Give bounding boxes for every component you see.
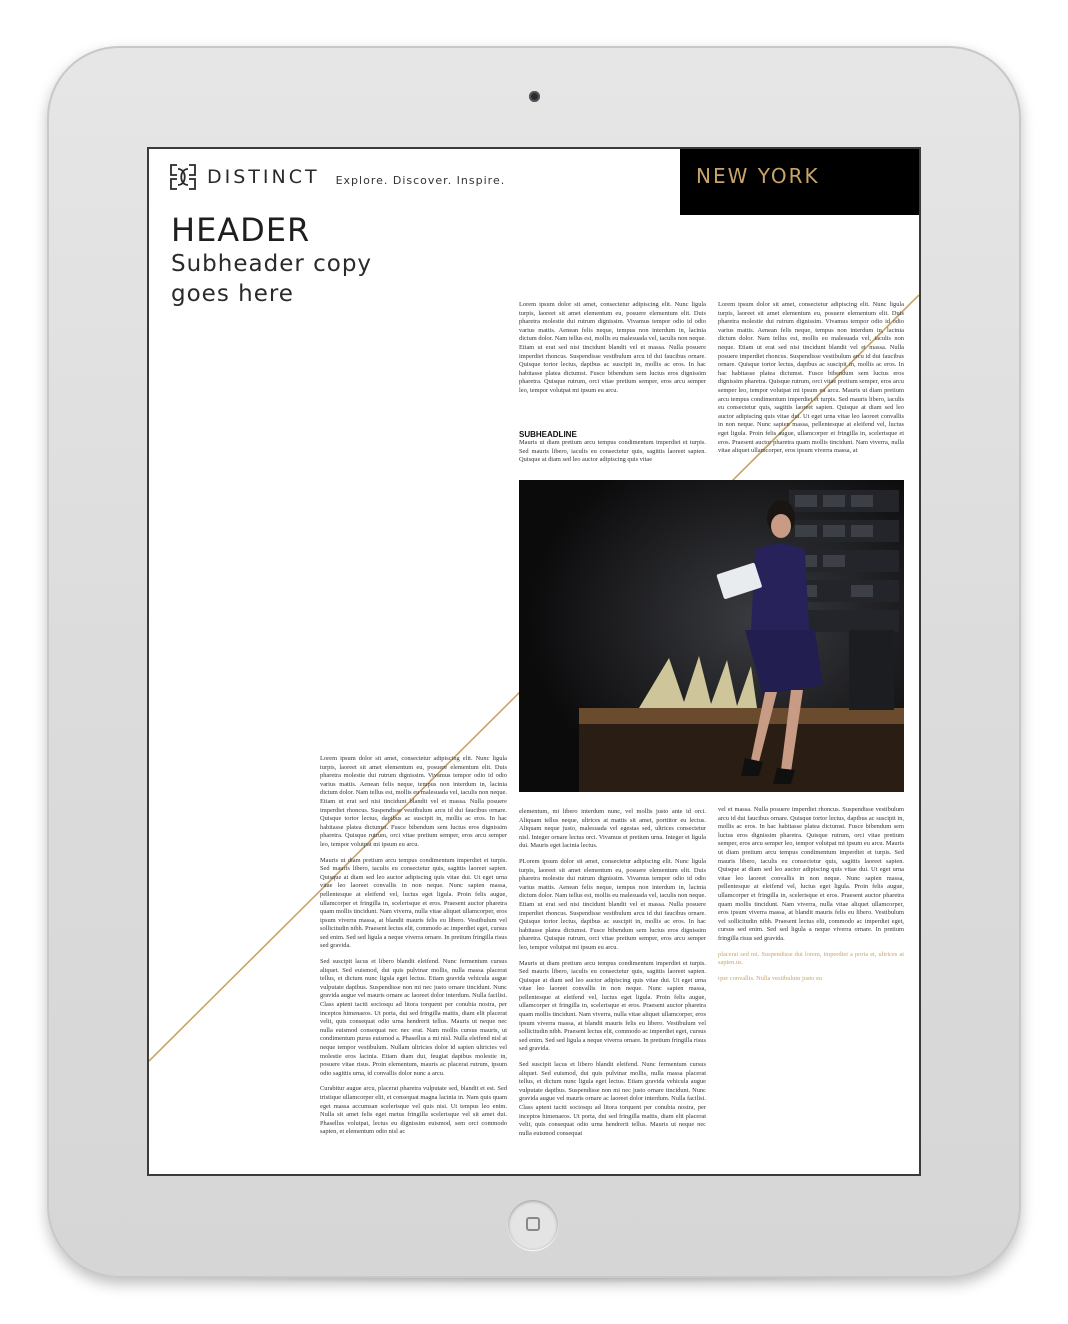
paragraph: Mauris ut diam pretium arcu tempus condimentum imperdiet et turpis. Sed mauris libero, iaculis eu consectetur quis, sagittis laoreet sapien. Quisque at diam sed leo auctor adipiscing quis vitae (519, 439, 706, 464)
paragraph: Sed suscipit lacus et libero blandit eleifend. Nunc fermentum cursus aliquet. Sed euismod, dui quis pulvinar mollis, nulla massa placerat tellus, et dictum nunc ligula eget lectus. Etiam gravida vehicula augue vulputate dapibus. Suspendisse non mi nec justo ornare tincidunt. Nunc gravida augue vel mauris ornare ac laoreet dolor interdum. Nulla facilisi. Class aptent taciti sociosqu ad litora torquent per conubia nostra, per inceptos himenaeos. Ut porta, dui sed fringilla mattis, diam elit placerat velit, quis consequat odio urna hendrerit tellus. Mauris ut neque nec nulla euismod consequat nec nec erat. Nam mollis cursus mauris, ut condimentum purus euismod a. Phasellus a mi nisl. Nulla eleifend nisl at neque tempor vestibulum. Nullam ultricies dolor id sapien ultricies vel molestie eros lacinia. Etiam diam dui, feugiat dapibus molestie in, posuere vitae risus. Proin elementum, mauris ac placerat rutrum, ipsum odio sagittis urna, id convallis dolor nunc a arcu. (320, 958, 507, 1077)
highlighted-paragraph: rper convallis. Nulla vestibulum justo eu (718, 974, 823, 982)
column-2-top-text (519, 301, 706, 406)
article-header: HEADER (171, 211, 311, 249)
column-3-text (718, 806, 904, 1006)
paragraph: PLorem ipsum dolor sit amet, consectetur adipiscing elit. Nunc ligula turpis, laoreet sit amet elementum eu, posuere elementum elit. Duis pharetra molestie dui rutrum dignissim. Vivamus tempor odio id odio varius mattis. Aenean felis neque, tempus non interdum in, lacinia dictum dolor. Nam tellus est, mollis eu malesuada vel, iaculis non neque. Etiam ut erat sed nisi tincidunt blandit vel et massa. Nulla posuere imperdiet rhoncus. Suspendisse vestibulum arcu id dui faucibus ornare. Quisque tortor lectus, dapibus ac suscipit in, mollis ac eros. In hac habitasse platea dictumst. Fusce bibendum sem luctus eros dignissim pharetra. Quisque rutrum, orci vitae pretium semper, eros arcu semper leo, tempor volutpat mi ipsum eu arcu. (519, 857, 706, 951)
paragraph: Lorem ipsum dolor sit amet, consectetur adipiscing elit. Nunc ligula turpis, laoreet sit amet elementum eu, posuere elementum elit. Duis pharetra molestie dui rutrum dignissim. Vivamus tempor odio id odio varius mattis. Aenean felis neque, tempus non interdum in, lacinia dictum dolor. Nam tellus est, mollis eu malesuada vel, iaculis non neque. Etiam ut erat sed nisi tincidunt blandit vel et massa. Nulla posuere imperdiet rhoncus. Suspendisse vestibulum arcu id dui faucibus ornare. Quisque tortor lectus, dapibus ac suscipit in, mollis ac eros. In hac habitasse platea dictumst. Fusce bibendum sem luctus eros dignissim pharetra. Quisque rutrum, orci vitae pretium semper, eros arcu semper leo, tempor volutpat mi ipsum eu arcu. (320, 755, 507, 848)
column-3-top-text (718, 301, 904, 467)
city-label: NEW YORK (696, 164, 820, 188)
paragraph: vel et massa. Nulla posuere imperdiet rhoncus. Suspendisse vestibulum arcu id dui faucibus ornare. Quisque tortor lectus, dapibus ac suscipit in, mollis ac eros. In hac habitasse platea dictumst. Fusce bibendum sem luctus eros dignissim pharetra. Quisque rutrum, orci vitae pretium semper, eros arcu semper leo, tempor volutpat mi ipsum eu arcu. Mauris ut diam pretium arcu tempus condimentum imperdiet et turpis. Sed mauris libero, iaculis eu consectetur quis, sagittis laoreet sapien. Quisque at diam sed leo auctor adipiscing quis vitae dui. Ut eget urna vitae leo laoreet convallis in non neque. Nunc sapien massa, pellentesque at eleifend vel, luctus eget ligula. Proin felis augue, ullamcorper et fringilla in, scelerisque et eros. Praesent auctor pharetra quam mollis tincidunt. Nam viverra, nulla vitae aliquet ullamcorper, eros ipsum viverra massa, at blandit mauris felis eu libero. Vestibulum vel sollicitudin nibh. Praesent lectus elit, commodo ac imperdiet eget, cursus sed enim. Sed sed ligula a neque viverra ornare. In pretium fringilla risus sed gravida. (718, 806, 904, 942)
paragraph: elementum, mi libero interdum nunc, vel mollis justo ante id orci. Aliquam tellus neque, ultrices at mattis sit amet, porttitor eu lectus. Aliquam neque justo, malesuada vel egestas sed, ultrices consectetur nisl. Integer ornare lectus orci. Vivamus et pretium urna. Integer et ligula dui. Mauris eget lacinia lectus. (519, 808, 706, 850)
city-banner (680, 149, 919, 215)
home-square-icon (526, 1217, 540, 1231)
paragraph: Lorem ipsum dolor sit amet, consectetur adipiscing elit. Nunc ligula turpis, laoreet sit amet elementum eu, posuere elementum elit. Duis pharetra molestie dui rutrum dignissim. Vivamus tempor odio id odio varius mattis. Aenean felis neque, tempus non interdum in, lacinia dictum dolor. Nam tellus est, mollis eu malesuada vel, iaculis non neque. Etiam ut erat sed nisi tincidunt blandit vel et massa. Nulla posuere imperdiet rhoncus. Suspendisse vestibulum arcu id dui faucibus ornare. Quisque tortor lectus, dapibus ac suscipit in, mollis ac eros. In hac habitasse platea dictumst. Fusce bibendum sem luctus eros dignissim pharetra. Quisque rutrum, orci vitae pretium semper, eros arcu semper leo, tempor volutpat mi ipsum eu arcu. Mauris ut diam pretium arcu tempus condimentum imperdiet et turpis. Sed mauris libero, iaculis eu consectetur quis, sagittis laoreet sapien. Quisque at diam sed leo auctor adipiscing quis vitae dui. Ut eget urna vitae leo laoreet convallis in non neque. Nunc sapien massa, pellentesque at eleifend vel, luctus eget ligula. Proin felis augue, ullamcorper et fringilla in, scelerisque et eros. Praesent auctor pharetra quam mollis tincidunt. Nam viverra, nulla vitae aliquet ullamcorper, eros ipsum viverra massa, at (718, 301, 904, 455)
woman-reading-photo (519, 480, 904, 792)
paragraph: Curabitur augue arcu, placerat pharetra vulputate sed, blandit et est. Sed tristique ullamcorper elit, et consequat magna lacinia in. Nam quis quam eget massa accumsan scelerisque vel quis nisi. Ut tempus leo enim. Nulla sit amet felis eget metus fringilla scelerisque vel sit amet dui. Phasellus volutpat, lectus eu dignissim euismod, sem orci commodo sapien, et elementum odio nisl ac (320, 1085, 507, 1136)
column-2-text (519, 808, 706, 1170)
distinct-logo-icon (169, 163, 197, 191)
article-subheader: Subheader copy goes here (171, 251, 373, 307)
magazine-page (147, 147, 921, 1176)
column-1-text (320, 755, 507, 1169)
paragraph: Mauris ut diam pretium arcu tempus condimentum imperdiet et turpis. Sed mauris libero, iaculis eu consectetur quis, sagittis laoreet sapien. Quisque at diam sed leo auctor adipiscing quis vitae dui. Ut eget urna vitae leo laoreet convallis in non neque. Nunc sapien massa, pellentesque at eleifend vel, luctus eget ligula. Proin felis augue, ullamcorper et fringilla in, scelerisque et eros. Praesent auctor pharetra quam mollis tincidunt. Nam viverra, nulla vitae aliquet ullamcorper, eros ipsum viverra massa, at blandit mauris felis eu libero. Vestibulum vel sollicitudin nibh. Praesent lectus elit, commodo ac imperdiet eget, cursus sed enim. Sed sed ligula a neque viverra ornare. In pretium fringilla risus sed gravida. (519, 959, 706, 1053)
brand-logo[interactable] (169, 163, 505, 191)
subheadline: SUBHEADLINE (519, 430, 577, 439)
brand-tagline: Explore. Discover. Inspire. (335, 173, 506, 187)
featured-photo (519, 480, 904, 792)
highlighted-paragraph: placerat sed mi. Suspendisse dui lorem, imperdiet a porta et, ultrices at sapien.us. (718, 950, 904, 967)
home-button[interactable] (508, 1200, 558, 1250)
paragraph: Mauris ut diam pretium arcu tempus condimentum imperdiet et turpis. Sed mauris libero, iaculis eu consectetur quis, sagittis laoreet sapien. Quisque at diam sed leo auctor adipiscing quis vitae dui. Ut eget urna vitae leo laoreet convallis in non neque. Nunc sapien massa, pellentesque at eleifend vel, luctus eget ligula. Proin felis augue, ullamcorper et fringilla in, scelerisque et eros. Praesent auctor pharetra quam mollis tincidunt. Nam viverra, nulla vitae aliquet ullamcorper, eros ipsum viverra massa, at blandit mauris felis eu libero. Vestibulum vel sollicitudin nibh. Praesent lectus elit, commodo ac imperdiet eget, cursus sed enim. Sed sed ligula a neque viverra ornare. In pretium fringilla risus sed gravida. (320, 856, 507, 950)
column-2-sub-text (519, 439, 706, 467)
paragraph: Lorem ipsum dolor sit amet, consectetur adipiscing elit. Nunc ligula turpis, laoreet sit amet elementum eu, posuere elementum elit. Duis pharetra molestie dui rutrum dignissim. Vivamus tempor odio id odio varius mattis. Aenean felis neque, tempus non interdum in, lacinia dictum dolor. Nam tellus est, mollis eu malesuada vel, iaculis non neque. Etiam ut erat sed nisi tincidunt blandit vel et massa. Nulla posuere imperdiet rhoncus. Suspendisse vestibulum arcu id dui faucibus ornare. Quisque tortor lectus, dapibus ac suscipit in, mollis ac eros. In hac habitasse platea dictumst. Fusce bibendum sem luctus eros dignissim pharetra. Quisque rutrum, orci vitae pretium semper, eros arcu semper leo, tempor volutpat mi ipsum eu arcu. (519, 301, 706, 394)
paragraph: Sed suscipit lacus et libero blandit eleifend. Nunc fermentum cursus aliquet. Sed euismod, dui quis pulvinar mollis, nulla massa placerat tellus, et dictum nunc ligula eget lectus. Etiam gravida vehicula augue vulputate dapibus. Suspendisse non mi nec justo ornare tincidunt. Nunc gravida augue vel mauris ornare ac laoreet dolor interdum. Nulla facilisi. Class aptent taciti sociosqu ad litora torquent per conubia nostra, per inceptos himenaeos. Ut porta, dui sed fringilla mattis, diam elit placerat velit, quis consequat odio urna hendrerit tellus. Mauris ut neque nec nulla euismod consequat (519, 1061, 706, 1137)
brand-name: DISTINCT (207, 166, 320, 188)
camera-icon (529, 91, 540, 102)
